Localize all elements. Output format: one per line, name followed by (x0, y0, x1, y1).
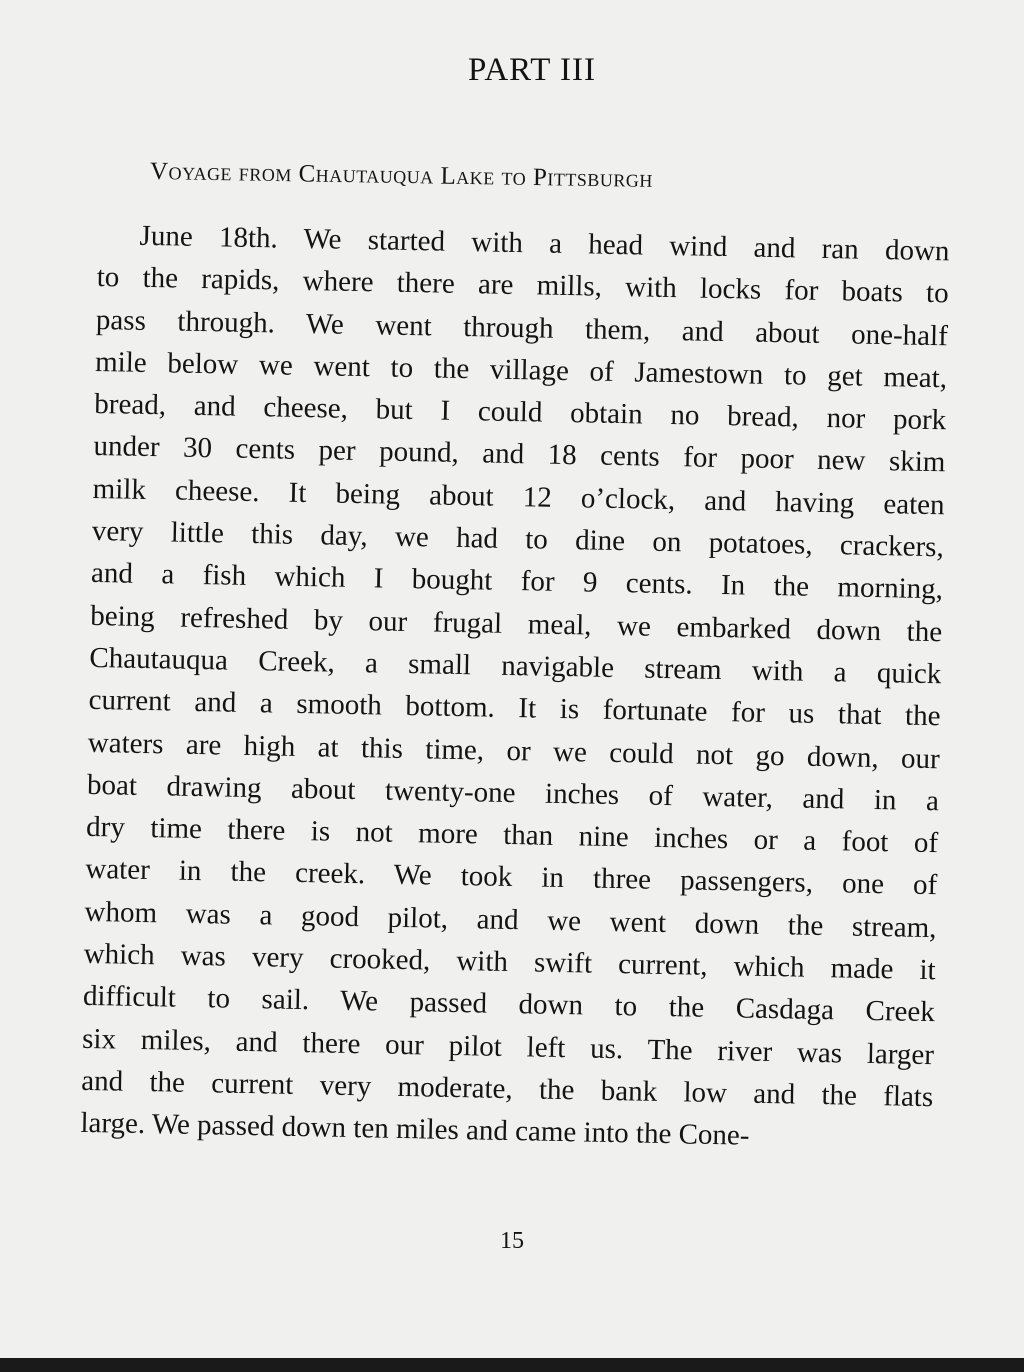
text-line: under 30 cents per pound, and 18 cents for poor new skim (93, 430, 946, 479)
text-line: pass through. We went through them, and about one-half (95, 303, 949, 352)
text-line: large. We passed down ten miles and came into the Cone- (80, 1107, 750, 1152)
part-heading: PART III (468, 52, 596, 88)
text-line: six miles, and there our pilot left us. The river was larger (81, 1022, 935, 1071)
chapter-title: Voyage from Chautauqua Lake to Pittsburgh (149, 158, 654, 193)
text-line: very little this day, we had to dine on potatoes, crackers, (91, 515, 945, 564)
text-line: difficult to sail. We passed down to the Casdaga Creek (82, 980, 936, 1029)
text-line: milk cheese. It being about 12 o’clock, and having eaten (92, 472, 945, 522)
text-line: current and a smooth bottom. It is fortunate for us that the (88, 684, 941, 733)
text-line: boat drawing about twenty-one inches of water, and in a (86, 768, 940, 818)
text-line: and a fish which I bought for 9 cents. In the morning, (90, 557, 944, 606)
text-line: to the rapids, where there are mills, with locks for boats to (96, 261, 949, 310)
text-line: June 18th. We started with a head wind and ran down (139, 219, 950, 268)
page-number: 15 (500, 1228, 524, 1254)
text-line: bread, and cheese, but I could obtain no bread, nor pork (94, 388, 947, 437)
text-line: Chautauqua Creek, a small navigable stream with a quick (89, 641, 942, 691)
text-line: mile below we went to the village of Jamestown to get meat, (94, 345, 948, 395)
text-line: which was very crooked, with swift current, which made it (83, 937, 936, 987)
text-line: dry time there is not more than nine inches or a foot of (85, 811, 939, 860)
text-line: whom was a good pilot, and we went down the stream, (84, 895, 937, 944)
body-text (80, 214, 950, 1161)
scan-bottom-edge (0, 1358, 1024, 1372)
text-line: waters are high at this time, or we could not go down, our (87, 726, 941, 775)
text-line: being refreshed by our frugal meal, we embarked down the (89, 599, 943, 648)
text-line: water in the creek. We took in three passengers, one of (85, 853, 938, 902)
text-line: and the current very moderate, the bank low and the flats (81, 1064, 934, 1114)
